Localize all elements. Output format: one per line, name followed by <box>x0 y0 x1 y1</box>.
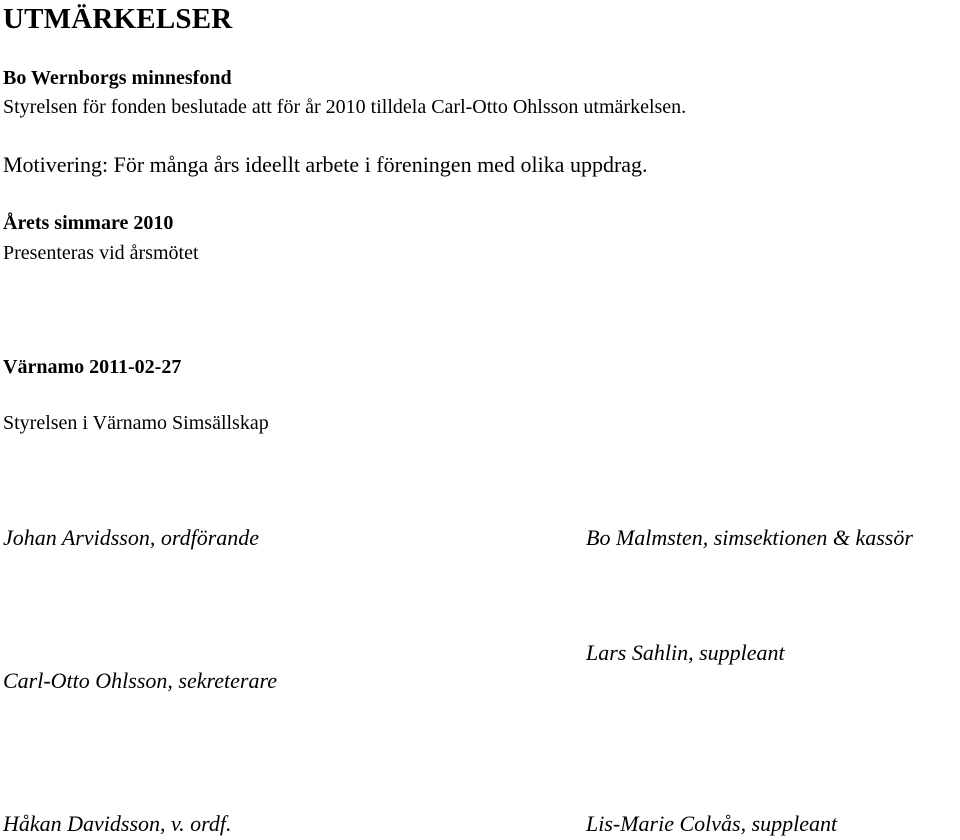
place-date: Värnamo 2011-02-27 <box>3 356 182 378</box>
signatory-secretary: Carl-Otto Ohlsson, sekreterare <box>3 668 277 693</box>
swimmer-award-note: Presenteras vid årsmötet <box>3 242 199 264</box>
signatory-chairman: Johan Arvidsson, ordförande <box>3 525 260 550</box>
signatory-deputy-colvas: Lis-Marie Colvås, suppleant <box>586 811 838 836</box>
signatory-treasurer: Bo Malmsten, simsektionen & kassör <box>586 525 913 550</box>
fund-decision-text: Styrelsen för fonden beslutade att för år 2010 tilldela Carl-Otto Ohlsson utmärkelsen. <box>3 96 687 118</box>
board-name: Styrelsen i Värnamo Simsällskap <box>3 412 269 434</box>
signatory-vice-chairman: Håkan Davidsson, v. ordf. <box>3 811 232 836</box>
fund-title: Bo Wernborgs minnesfond <box>3 67 232 89</box>
swimmer-award-title: Årets simmare 2010 <box>3 212 174 234</box>
fund-motivation-text: Motivering: För många års ideellt arbete i föreningen med olika uppdrag. <box>3 152 648 177</box>
page-heading: UTMÄRKELSER <box>3 3 233 35</box>
signatory-deputy-sahlin: Lars Sahlin, suppleant <box>586 640 785 665</box>
